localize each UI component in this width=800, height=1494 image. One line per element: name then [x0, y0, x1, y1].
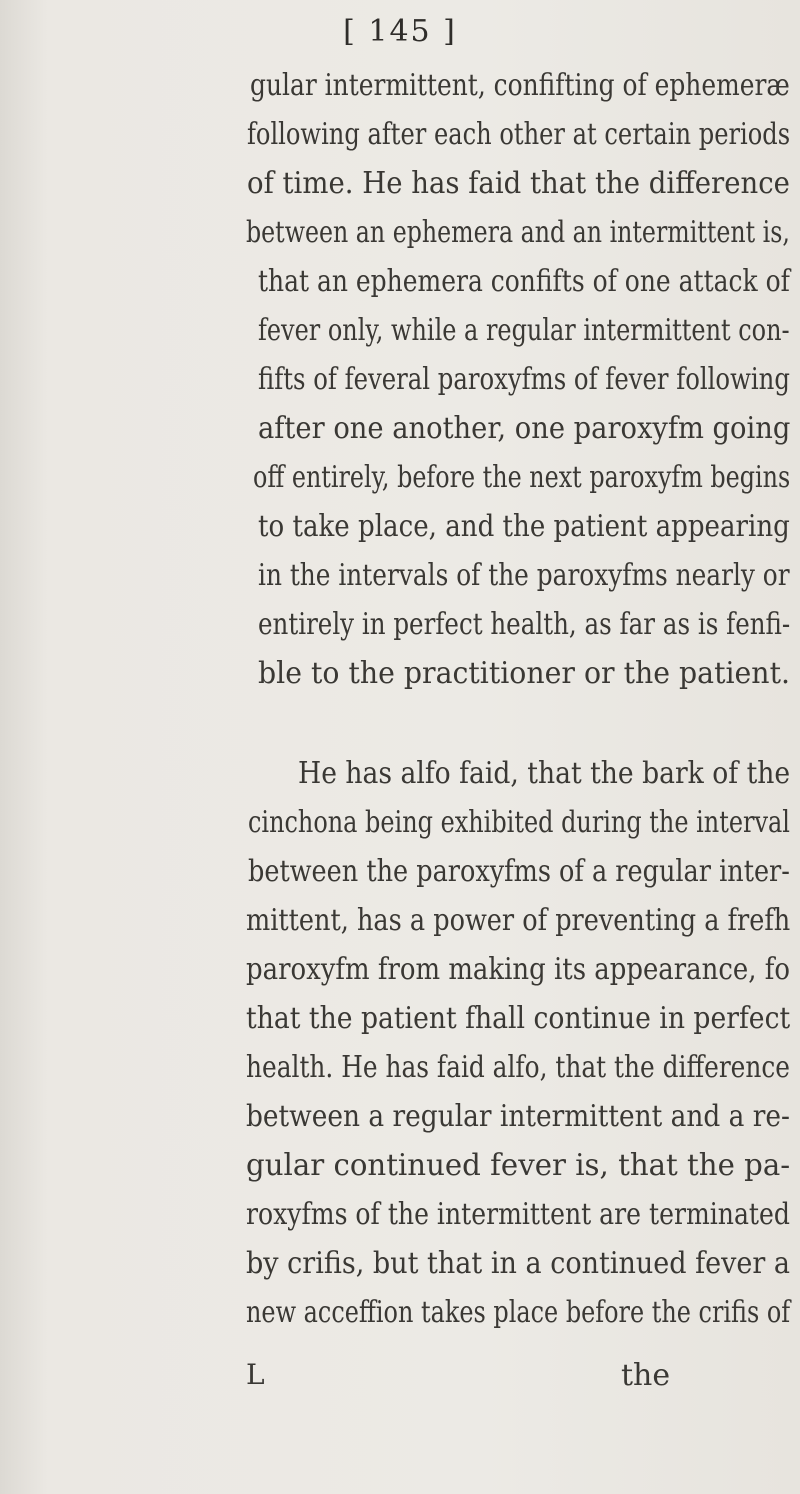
text-line: between an ephemera and an intermittent is, — [246, 215, 790, 250]
text-line: of time. He has faid that the difference — [247, 166, 790, 201]
page-footer — [246, 1358, 671, 1402]
text-line: that the patient fhall continue in perfect — [246, 1001, 791, 1036]
text-line: cinchona being exhibited during the interval — [248, 805, 790, 840]
text-line: between the paroxyfms of a regular inter- — [248, 854, 790, 889]
text-line: that an ephemera confifts of one attack of — [258, 264, 790, 299]
text-line: He has alfo faid, that the bark of the — [298, 756, 791, 791]
text-line: ble to the practitioner or the patient. — [258, 656, 790, 691]
text-line: between a regular intermittent and a re- — [246, 1099, 790, 1134]
text-line: roxyfms of the intermittent are terminated — [246, 1197, 790, 1232]
text-line: gular continued fever is, that the pa- — [246, 1148, 791, 1183]
text-line: health. He has faid alfo, that the difference — [246, 1050, 790, 1085]
text-line: off entirely, before the next paroxyfm begins — [253, 460, 791, 495]
text-line: gular intermittent, confifting of ephemeræ — [250, 68, 790, 103]
text-line: to take place, and the patient appearing — [258, 509, 790, 544]
text-line: fever only, while a regular intermittent con- — [258, 313, 790, 348]
text-line: after one another, one paroxyfm going — [258, 411, 791, 446]
text-line: following after each other at certain periods — [247, 117, 791, 152]
catchword: the — [621, 1358, 671, 1393]
text-line: new acceffion takes place before the crifis of — [246, 1295, 791, 1330]
text-line: mittent, has a power of preventing a frefh — [246, 903, 791, 938]
text-line: entirely in perfect health, as far as is fenfi- — [258, 607, 791, 642]
page-number: [ 145 ] — [343, 14, 457, 49]
signature-mark: L — [246, 1358, 265, 1391]
text-line: by crifis, but that in a continued fever a — [246, 1246, 791, 1281]
text-line: paroxyfm from making its appearance, fo — [246, 952, 790, 987]
text-line: in the intervals of the paroxyfms nearly or — [258, 558, 790, 593]
text-line: fifts of feveral paroxyfms of fever following — [258, 362, 790, 397]
